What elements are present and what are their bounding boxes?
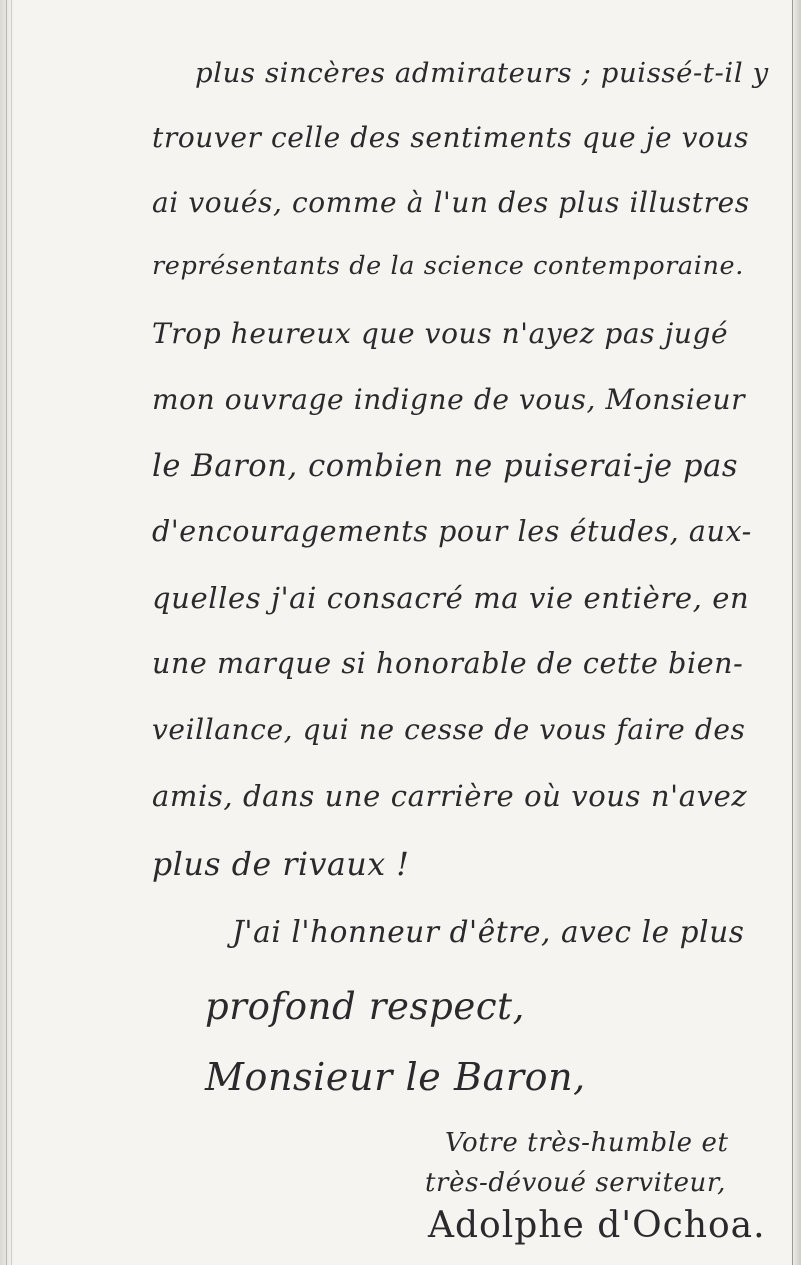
letter-line: mon ouvrage indigne de vous, Monsieur [152,383,746,416]
letter-line: représentants de la science contemporaine. [152,251,744,281]
letter-line: Trop heureux que vous n'ayez pas jugé [152,317,729,350]
letter-line: trouver celle des sentiments que je vous [152,121,750,154]
letter-line: plus sincères admirateurs ; puissé-t-il y [195,57,769,89]
closing-line: Votre très-humble et [445,1128,729,1158]
letter-line: plus de rivaux ! [152,847,410,883]
letter-line: ai voués, comme à l'un des plus illustres [152,186,750,219]
signature: Adolphe d'Ochoa. [428,1205,766,1246]
letter-line: d'encouragements pour les études, aux- [152,515,752,548]
letter-line: veillance, qui ne cesse de vous faire des [152,713,746,746]
letter-line: le Baron, combien ne puiserai-je pas [152,449,739,484]
letter-line: amis, dans une carrière où vous n'avez [152,779,748,813]
letter-line: une marque si honorable de cette bien- [152,647,744,680]
letter-line: quelles j'ai consacré ma vie entière, en [152,581,750,615]
letter-line: Monsieur le Baron, [205,1055,586,1099]
letter-line: profond respect, [205,985,525,1028]
letter-line: J'ai l'honneur d'être, avec le plus [232,915,745,949]
closing-line: très-dévoué serviteur, [425,1168,726,1198]
